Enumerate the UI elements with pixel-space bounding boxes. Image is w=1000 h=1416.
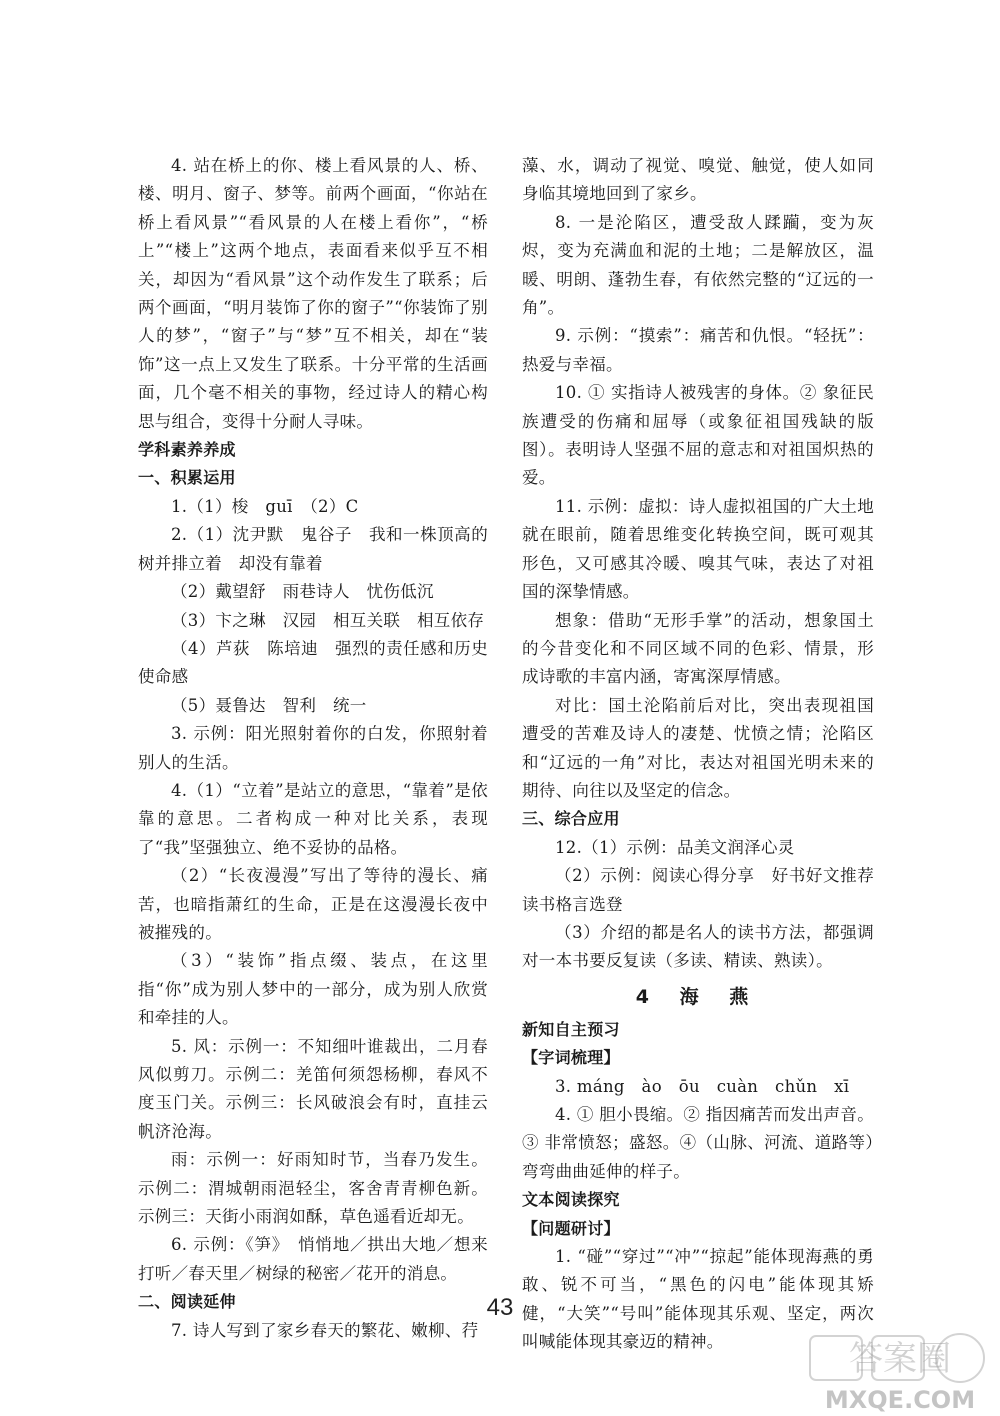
section-heading: 一、积累运用 xyxy=(138,468,236,488)
section-heading: 学科素养养成 xyxy=(138,440,236,460)
answer-paragraph: （2）戴望舒 雨巷诗人 忧伤低沉 xyxy=(171,582,434,602)
answer-paragraph: 3. máng ào ōu cuàn chǔn xī xyxy=(555,1076,850,1096)
answer-paragraph: 6. 示例：《笋》 悄悄地／拱出大地／想来打听／春天里／树绿的秘密／花开的消息。 xyxy=(138,1235,488,1283)
section-heading: 【字词梳理】 xyxy=(522,1048,620,1068)
answer-paragraph: 11. 示例：虚拟：诗人虚拟祖国的广大土地就在眼前，随着思维变化转换空间，既可观其形色，又可感其冷暖、嗅其气味，表达了对祖国的深挚情感。 xyxy=(522,496,874,602)
answer-paragraph: 对比：国土沦陷前后对比，突出表现祖国遭受的苦难及诗人的凄楚、忧愤之情；沦陷区和“辽远的一角”对比，表达对祖国光明未来的期待、向往以及坚定的信念。 xyxy=(522,695,874,800)
answer-paragraph: （2）“长夜漫漫”写出了等待的漫长、痛苦，也暗指萧红的生命，正是在这漫漫长夜中被摧残的。 xyxy=(138,866,488,942)
answer-paragraph: 9. 示例：“摸索”：痛苦和仇恨。“轻抚”：热爱与幸福。 xyxy=(522,326,874,374)
answer-paragraph: 10. ① 实指诗人被残害的身体。② 象征民族遭受的伤痛和屈辱（或象征祖国残缺的版图）。表明诗人坚强不屈的意志和对祖国炽热的爱。 xyxy=(522,383,874,488)
answer-paragraph: 想象：借助“无形手掌”的活动，想象国土的今昔变化和不同区域不同的色彩、情景，形成诗歌的丰富内涵，寄寓深厚情感。 xyxy=(522,610,874,687)
right-column xyxy=(522,152,891,1357)
watermark-logo xyxy=(800,1330,1000,1416)
answer-paragraph: 8. 一是沦陷区，遭受敌人蹂躏，变为灰烬，变为充满血和泥的土地；二是解放区，温暖、明朗、蓬勃生春，有依然完整的“辽远的一角”。 xyxy=(522,212,874,318)
section-heading: 二、阅读延伸 xyxy=(138,1292,236,1312)
answer-paragraph: （3）卞之琳 汉园 相互关联 相互依存 xyxy=(171,610,485,630)
answer-paragraph: 7. 诗人写到了家乡春天的繁花、嫩柳、荇 xyxy=(171,1320,479,1340)
answer-paragraph: 3. 示例：阳光照射着你的白发，你照射着别人的生活。 xyxy=(138,724,488,772)
left-column xyxy=(138,152,488,1345)
answer-paragraph: 4.（1）“立着”是站立的意思，“靠着”是依靠的意思。二者构成一种对比关系，表现了“我”坚强独立、绝不妥协的品格。 xyxy=(138,780,488,857)
answer-paragraph: 1. “碰”“穿过”“冲”“掠起”能体现海燕的勇敢、锐不可当，“黑色的闪电”能体现其矫健，“大笑”“号叫”能体现其乐观、坚定，两次叫喊能体现其豪迈的精神。 xyxy=(522,1247,874,1352)
section-heading: 【问题研讨】 xyxy=(522,1218,620,1238)
section-heading: 三、综合应用 xyxy=(522,809,620,829)
answer-paragraph: 4. 站在桥上的你、楼上看风景的人、桥、楼、明月、窗子、梦等。前两个画面，“你站在桥上看风景”“看风景的人在楼上看你”，“桥上”“楼上”这两个地点，表面看来似乎互不相关，却因为“看风景”这个动作发生了联系；后两个画面，“明月装饰了你的窗子”“你装饰了别人的梦”，“窗子”与“梦”互不相关，却在“装饰”这一点上又发生了联系。十分平常的生活画面，几个毫不相关的事物，经过诗人的精心构思与组合，变得十分耐人寻味。 xyxy=(138,156,488,431)
answer-paragraph: 5. 风：示例一：不知细叶谁裁出，二月春风似剪刀。示例二：羌笛何须怨杨柳，春风不度玉门关。示例三：长风破浪会有时，直挂云帆济沧海。 xyxy=(138,1036,488,1141)
answer-paragraph: 12.（1）示例：品美文润泽心灵 xyxy=(555,837,795,857)
watermark-bottom: MXQE.COM xyxy=(824,1386,976,1414)
answer-paragraph: （3）“装饰”指点缀、装点，在这里指“你”成为别人梦中的一部分，成为别人欣赏和牵挂的人。 xyxy=(138,951,488,1028)
section-heading: 新知自主预习 xyxy=(522,1019,620,1039)
answer-paragraph: 2.（1）沈尹默 鬼谷子 我和一株顶高的树并排立着 却没有靠着 xyxy=(138,525,488,573)
answer-paragraph: 藻、水，调动了视觉、嗅觉、触觉，使人如同身临其境地回到了家乡。 xyxy=(522,156,874,204)
answer-paragraph: 4. ① 胆小畏缩。② 指因痛苦而发出声音。③ 非常愤怒；盛怒。④（山脉、河流、道路等）弯弯曲曲延伸的样子。 xyxy=(522,1105,874,1181)
answer-paragraph: （4）芦荻 陈培迪 强烈的责任感和历史使命感 xyxy=(138,638,488,687)
answer-paragraph: 雨：示例一：好雨知时节，当春乃发生。示例二：渭城朝雨浥轻尘，客舍青青柳色新。示例三：天街小雨润如酥，草色遥看近却无。 xyxy=(138,1150,488,1227)
watermark-top: 答案圈 xyxy=(849,1339,951,1379)
answer-paragraph: （3）介绍的都是名人的读书方法，都强调对一本书要反复读（多读、精读、熟读）。 xyxy=(522,922,874,971)
answer-paragraph: （5）聂鲁达 智利 统一 xyxy=(171,695,367,715)
lesson-title: 4 海 燕 xyxy=(635,985,761,1008)
section-heading: 文本阅读探究 xyxy=(522,1190,620,1210)
answer-paragraph: 1.（1）梭 guī （2）C xyxy=(171,496,359,516)
answer-paragraph: （2）示例：阅读心得分享 好书好文推荐 读书格言选登 xyxy=(522,866,891,914)
page-number: 43 xyxy=(486,1294,514,1321)
